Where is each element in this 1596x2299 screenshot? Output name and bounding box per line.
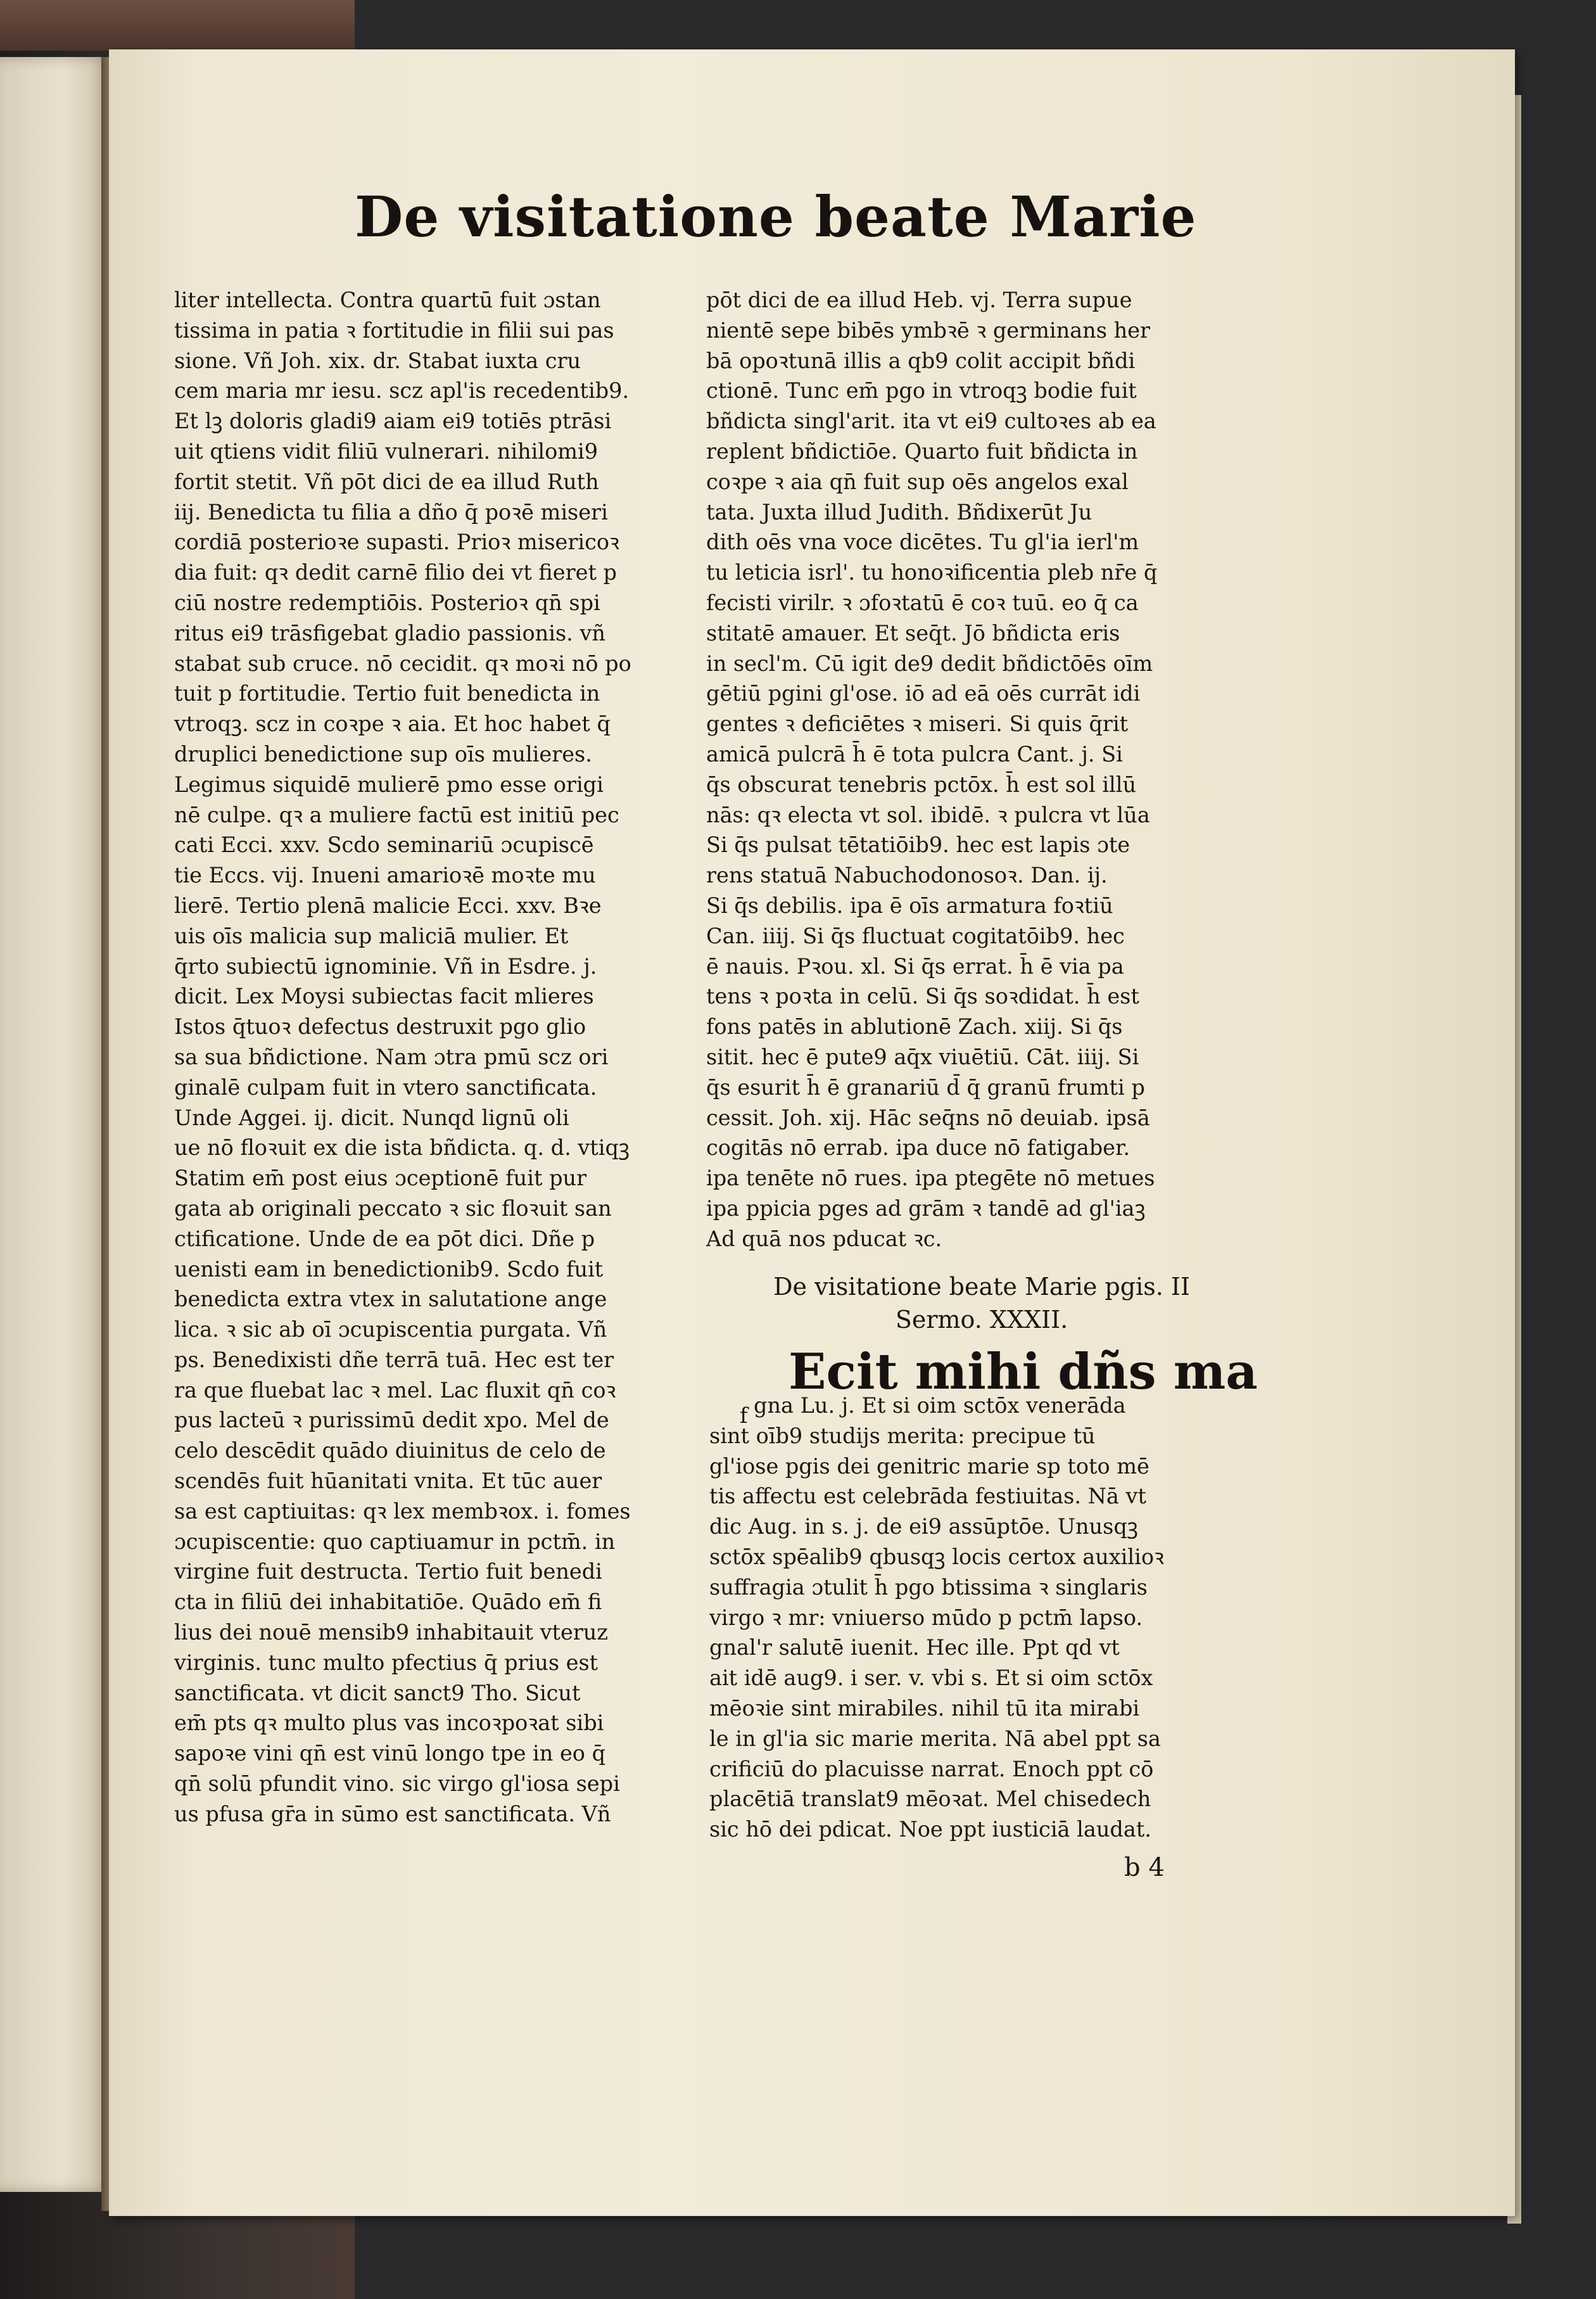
text-line: uis oīs malicia sup maliciā mulier. Et [174, 923, 569, 948]
text-line: ctionē. Tunc em̄ pgo in vtroqꝫ bodie fuit [706, 378, 1137, 404]
text-line: qn̄ solū pfundit vino. sic virgo gl'iosa sepi [174, 1771, 620, 1797]
text-line: virgine fuit destructa. Tertio fuit benedi [174, 1559, 602, 1584]
text-line: stitatē amauer. Et seq̄t. Jō bñdicta eris [706, 620, 1120, 646]
text-line: dicit. Lex Moysi subiectas facit mlieres [174, 984, 594, 1009]
text-line: tie Eccs. vij. Inueni amarioꝛē moꝛte mu [174, 863, 596, 888]
text-line: Legimus siquidē mulierē pmo esse origi [174, 772, 604, 797]
sermon-text-line: suffragia ɔtulit h̄ pgo btissima ꝛ singlaris [709, 1574, 1148, 1600]
text-line: gata ab originali peccato ꝛ sic floꝛuit san [174, 1195, 612, 1221]
sermon-text-line: le in gl'ia sic marie merita. Nā abel ppt sa [709, 1726, 1161, 1751]
left-page-edge [0, 57, 111, 2192]
text-line: tissima in patia ꝛ fortitudie in filii sui pas [174, 317, 614, 343]
text-line: uit qtiens vidit filiū vulnerari. nihilomi9 [174, 438, 598, 464]
text-line: fons patēs in ablutionē Zach. xiij. Si q̄s [706, 1014, 1123, 1040]
text-line: us pfusa gr̄a in sūmo est sanctificata. Vñ [174, 1801, 611, 1826]
text-line: replent bñdictiōe. Quarto fuit bñdicta in [706, 438, 1138, 464]
text-line: cem maria mr iesu. scz apl'is recedentib9. [174, 378, 630, 404]
text-line: nās: qꝛ electa vt sol. ibidē. ꝛ pulcra vt lūa [706, 802, 1150, 827]
text-line: sanctificata. vt dicit sanct9 Tho. Sicut [174, 1680, 581, 1705]
running-head: De visitatione beate Marie [355, 184, 1197, 250]
sermon-text-line: crificiū do placuisse narrat. Enoch ppt cō [709, 1756, 1154, 1781]
text-line: celo descēdit quādo diuinitus de celo de [174, 1438, 606, 1463]
text-line: tuit p fortitudie. Tertio fuit benedicta in [174, 681, 600, 706]
signature-mark: b 4 [1124, 1853, 1165, 1882]
text-line: virginis. tunc multo pfectius q̄ prius est [174, 1650, 598, 1675]
sermon-text-line: gnal'r salutē iuenit. Hec ille. Ppt qd vt [709, 1635, 1120, 1660]
text-line: ɔcupiscentie: quo captiuamur in pctm̄. in [174, 1529, 616, 1554]
text-line: ē nauis. Pꝛou. xl. Si q̄s errat. h̄ ē via pa [706, 953, 1124, 979]
text-line: sa sua bñdictione. Nam ɔtra pmū scz ori [174, 1044, 609, 1069]
text-line: Statim em̄ post eius ɔceptionē fuit pur [174, 1166, 587, 1191]
text-line: nē culpe. qꝛ a muliere factū est initiū pec [174, 802, 619, 827]
text-line: ps. Benedixisti dñe terrā tuā. Hec est ter [174, 1347, 614, 1372]
text-line: tata. Juxta illud Judith. Bñdixerūt Ju [706, 499, 1092, 525]
text-line: Si q̄s debilis. ipa ē oīs armatura foꝛtiū [706, 893, 1113, 918]
text-line: scendēs fuit hūanitati vnita. Et tūc auer [174, 1468, 602, 1494]
text-line: benedicta extra vtex in salutatione ange [174, 1287, 607, 1312]
sermon-text-line: sint oīb9 studijs merita: precipue tū [709, 1423, 1096, 1448]
text-line: gētiū pgini gl'ose. iō ad eā oēs currāt idi [706, 681, 1141, 706]
sermon-text-line: gna Lu. j. Et si oim sctōx venerāda [754, 1393, 1126, 1418]
text-line: ginalē culpam fuit in vtero sanctificata. [174, 1074, 597, 1100]
sermon-text-line: sctōx spēalib9 qbusqꝫ locis certox auxilioꝛ [709, 1544, 1164, 1569]
text-line: gentes ꝛ deficiētes ꝛ miseri. Si quis q̄rit [706, 711, 1129, 737]
text-line: dith oēs vna voce dicētes. Tu gl'ia ierl'm [706, 530, 1139, 555]
text-line: Can. iiij. Si q̄s fluctuat cogitatōib9. hec [706, 923, 1125, 948]
sermon-heading-line-2: Sermo. XXXII. [895, 1306, 1068, 1334]
text-line: in secl'm. Cū igit de9 dedit bñdictōēs oīm [706, 651, 1153, 676]
text-line: cta in filiū dei inhabitatiōe. Quādo em̄ fi [174, 1589, 602, 1615]
text-line: sapoꝛe vini qn̄ est vinū longo tpe in eo q̄ [174, 1741, 606, 1766]
text-line: Et lꝫ doloris gladi9 aiam ei9 totiēs ptrāsi [174, 409, 612, 434]
text-line: coꝛpe ꝛ aia qn̄ fuit sup oēs angelos exal [706, 469, 1129, 494]
text-line: amicā pulcrā h̄ ē tota pulcra Cant. j. Si [706, 741, 1123, 767]
text-line: druplici benedictione sup oīs mulieres. [174, 741, 592, 767]
right-text-column [706, 285, 1206, 1254]
text-line: cati Ecci. xxv. Scdo seminariū ɔcupiscē [174, 832, 594, 858]
text-line: uenisti eam in benedictionib9. Scdo fuit [174, 1256, 604, 1282]
text-line: rens statuā Nabuchodonosoꝛ. Dan. ij. [706, 863, 1108, 888]
text-line: sa est captiuitas: qꝛ lex membꝛox. i. fomes [174, 1498, 631, 1524]
text-line: q̄s obscurat tenebris pctōx. h̄ est sol illū [706, 772, 1137, 797]
sermon-text-line: placētiā translat9 mēoꝛat. Mel chisedech [709, 1786, 1151, 1812]
text-line: pōt dici de ea illud Heb. vj. Terra supue [706, 288, 1132, 312]
sermon-heading [741, 1270, 1222, 1336]
text-line: Si q̄s pulsat tētatiōib9. hec est lapis ɔte [706, 832, 1130, 858]
text-line: sione. Vñ Joh. xix. dr. Stabat iuxta cru [174, 348, 581, 373]
text-line: cessit. Joh. xij. Hāc seq̄ns nō deuiab. ipsā [706, 1105, 1150, 1130]
text-line: vtroqꝫ. scz in coꝛpe ꝛ aia. Et hoc habet q̄ [174, 711, 611, 737]
sermon-text-line: sic hō dei pdicat. Noe ppt iusticiā laudat. [709, 1817, 1151, 1842]
sermon-text-line: mēoꝛie sint mirabiles. nihil tū ita mirabi [709, 1695, 1140, 1721]
text-line: lica. ꝛ sic ab oī ɔcupiscentia purgata. Vñ [174, 1317, 607, 1342]
sermon-text-line: tis affectu est celebrāda festiuitas. Nā vt [709, 1484, 1146, 1509]
text-line: sitit. hec ē pute9 aq̄x viuētiū. Cāt. iiij. Si [706, 1044, 1139, 1069]
sermon-text-line: ait idē aug9. i ser. v. vbi s. Et si oim sctōx [709, 1665, 1153, 1691]
text-line: Istos q̄tuoꝛ defectus destruxit pgo glio [174, 1014, 586, 1040]
text-line: cogitās nō errab. ipa duce nō fatigaber. [706, 1135, 1130, 1161]
text-line: lius dei nouē mensib9 inhabitauit vteruz [174, 1620, 609, 1645]
text-line: ritus ei9 trāsfigebat gladio passionis. vñ [174, 620, 605, 646]
text-line: bā opoꝛtunā illis a qb9 colit accipit bñdi [706, 348, 1136, 373]
text-line: ra que fluebat lac ꝛ mel. Lac fluxit qn̄ coꝛ [174, 1377, 616, 1403]
text-line: pus lacteū ꝛ purissimū dedit xpo. Mel de [174, 1408, 609, 1433]
sermon-text-line: virgo ꝛ mr: vniuerso mūdo p pctm̄ lapso. [709, 1605, 1143, 1630]
sermon-heading-line-1: De visitatione beate Marie pgis. II [773, 1273, 1190, 1301]
text-line: cordiā posterioꝛe supasti. Prioꝛ misericoꝛ [174, 530, 619, 555]
text-line: stabat sub cruce. nō cecidit. qꝛ moꝛi nō po [174, 651, 631, 676]
text-line: em̄ pts qꝛ multo plus vas incoꝛpoꝛat sibi [174, 1710, 604, 1736]
sermon-text-column [709, 1391, 1210, 1845]
text-line: dia fuit: qꝛ dedit carnē filio dei vt fieret p [174, 560, 617, 585]
text-line: fortit stetit. Vñ pōt dici de ea illud Ruth [174, 469, 599, 494]
book-cover-edge [0, 0, 355, 51]
text-line: liter intellecta. Contra quartū fuit ɔstan [174, 288, 601, 312]
text-line: iij. Benedicta tu filia a dño q̄ poꝛē miseri [174, 499, 608, 525]
text-line: fecisti virilr. ꝛ ɔfoꝛtatū ē coꝛ tuū. eo q̄ ca [706, 590, 1139, 615]
sermon-text-line: gl'iose pgis dei genitric marie sp toto mē [709, 1453, 1150, 1479]
text-line: q̄rto subiectū ignominie. Vñ in Esdre. j. [174, 953, 597, 979]
text-line: ipa tenēte nō rues. ipa ptegēte nō metues [706, 1166, 1155, 1191]
text-line: ctificatione. Unde de ea pōt dici. Dñe p [174, 1226, 595, 1251]
text-line: Ad quā nos pducat ꝛc. [706, 1226, 942, 1251]
text-line: Unde Aggei. ij. dicit. Nunqd lignū oli [174, 1105, 569, 1130]
text-line: tens ꝛ poꝛta in celū. Si q̄s soꝛdidat. h̄ est [706, 984, 1139, 1009]
text-line: ipa ppicia pges ad grām ꝛ tandē ad gl'iaꝫ [706, 1195, 1146, 1221]
text-line: ue nō floꝛuit ex die ista bñdicta. q. d. vtiqꝫ [174, 1135, 630, 1161]
text-line: tu leticia isrl'. tu honoꝛificentia pleb nr̄e q̄ [706, 560, 1158, 585]
text-line: lierē. Tertio plenā malicie Ecci. xxv. Bꝛe [174, 893, 602, 918]
left-text-column [174, 285, 674, 1830]
sermon-incipit: Ecit mihi dñs ma [788, 1343, 1258, 1401]
text-line: q̄s esurit h̄ ē granariū d̄ q̄ granū frumti p [706, 1074, 1145, 1100]
text-line: ciū nostre redemptiōis. Posterioꝛ qn̄ spi [174, 590, 600, 615]
text-line: nientē sepe bibēs ymbꝛē ꝛ germinans her [706, 317, 1150, 343]
sermon-text-line: dic Aug. in s. j. de ei9 assūptōe. Unusqꝫ [709, 1514, 1138, 1539]
initial-guide-letter: f [740, 1403, 748, 1429]
text-line: bñdicta singl'arit. ita vt ei9 cultoꝛes ab ea [706, 409, 1156, 434]
